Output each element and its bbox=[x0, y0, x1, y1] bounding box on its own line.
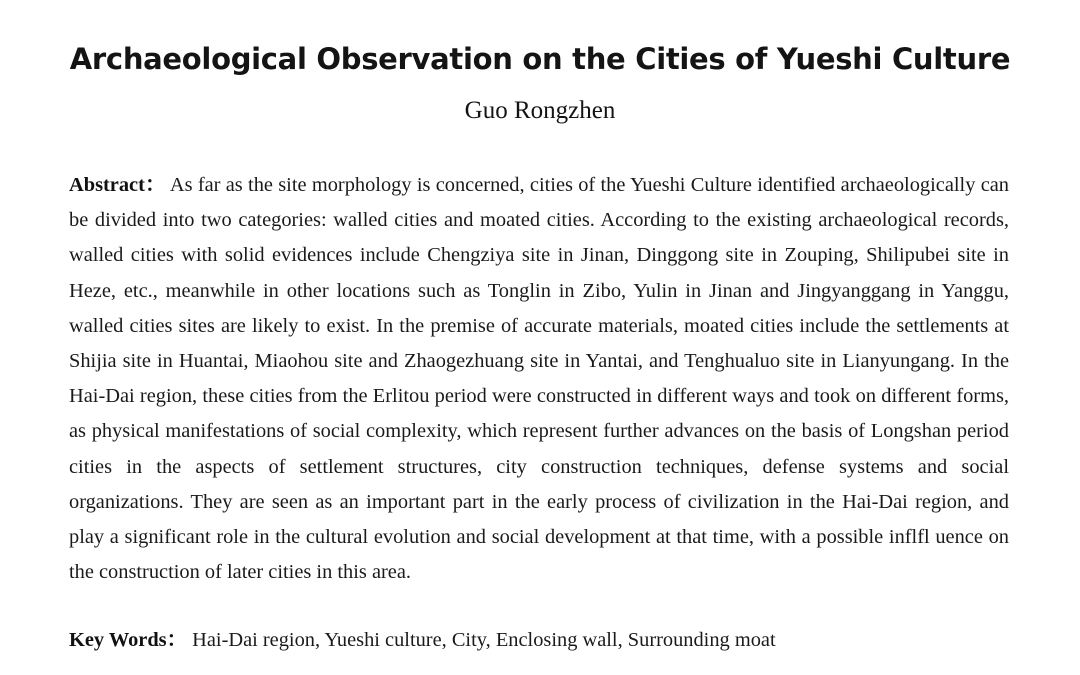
keywords-line bbox=[69, 623, 1009, 658]
keywords-text: Hai-Dai region, Yueshi culture, City, Enclosing wall, Surrounding moat bbox=[192, 629, 776, 651]
author-name: Guo Rongzhen bbox=[464, 97, 616, 124]
paper-title: Archaeological Observation on the Cities of Yueshi Culture bbox=[69, 42, 1011, 76]
abstract-paragraph bbox=[69, 168, 1009, 590]
abstract-text: As far as the site morphology is concerned, cities of the Yueshi Culture identified archaeologically can be divided into two categories: walled cities and moated cities. According to the existing archaeological records, walled cities with solid evidences include Chengziya site in Jinan, Dinggong site in Zouping, Shilipubei site in Heze, etc., meanwhile in other locations such as Tonglin in Zibo, Yulin in Jinan and Jingyanggang in Yanggu, walled cities sites are likely to exist. In the premise of accurate materials, moated cities include the settlements at Shijia site in Huantai, Miaohou site and Zhaogezhuang site in Yantai, and Tenghualuo site in Lianyungang. In the Hai-Dai region, these cities from the Erlitou period were constructed in different ways and took on different forms, as physical manifestations of social complexity, which represent further advances on the basis of Longshan period cities in the aspects of settlement structures, city construction techniques, defense systems and social organizations. They are seen as an important part in the early process of civilization in the Hai-Dai region, and play a significant role in the cultural evolution and social development at that time, with a possible inflfl uence on the construction of later cities in this area. bbox=[69, 174, 1009, 584]
abstract-label: Abstract： bbox=[69, 174, 166, 196]
keywords-label: Key Words： bbox=[69, 629, 188, 651]
